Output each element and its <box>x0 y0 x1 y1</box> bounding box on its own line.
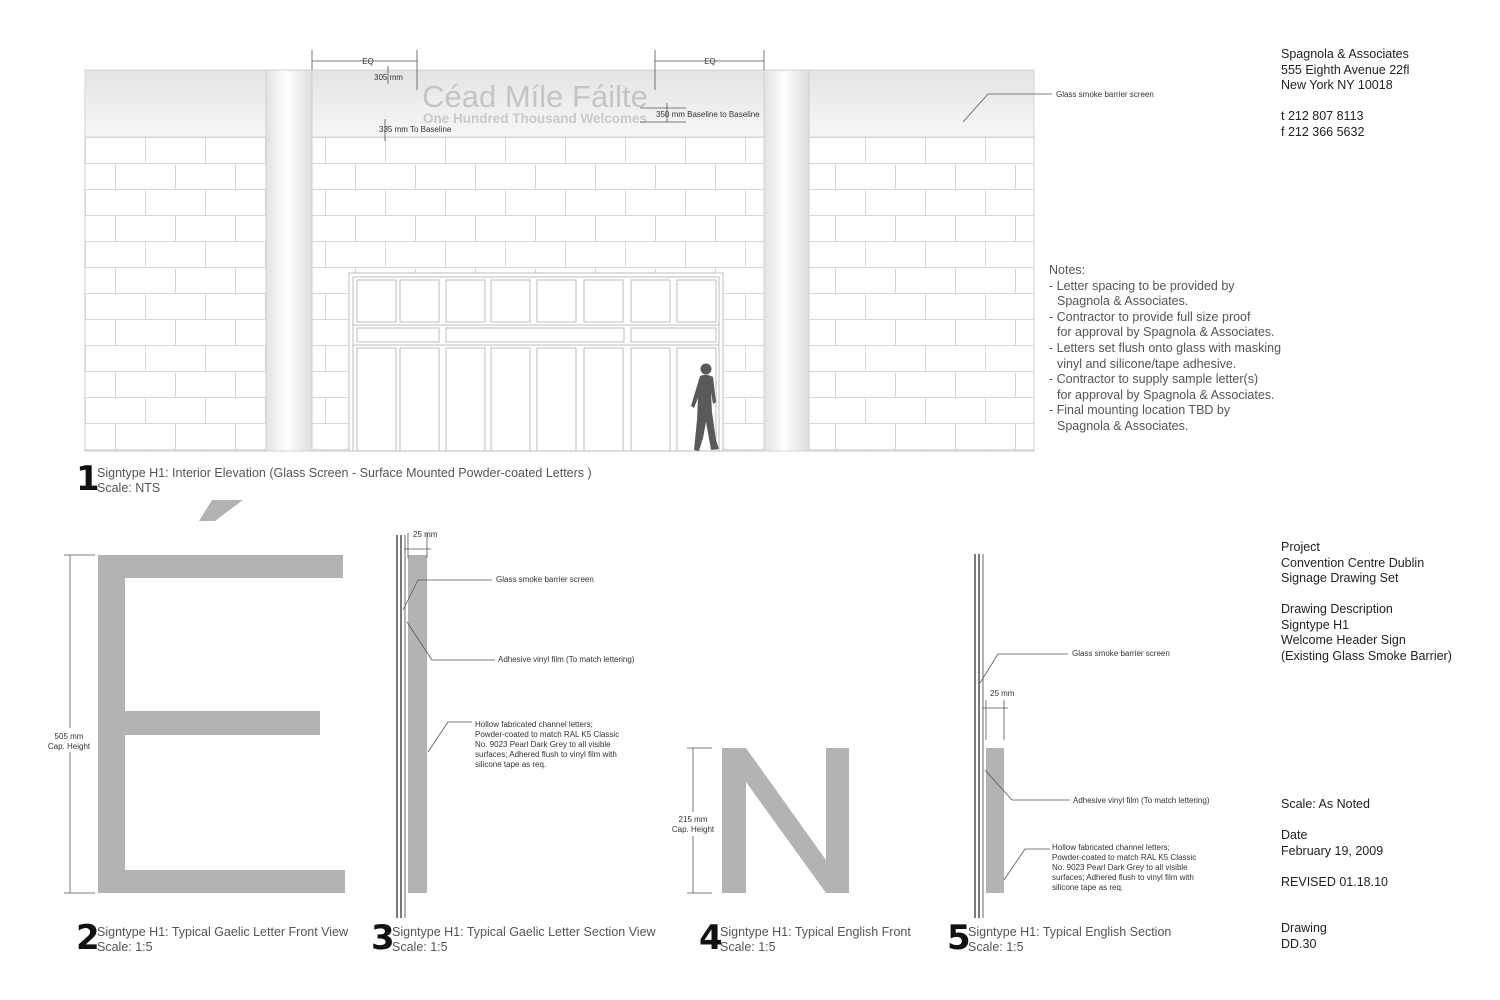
firm-telephone: t 212 807 8113 <box>1281 109 1364 123</box>
date-value: February 19, 2009 <box>1281 843 1384 858</box>
notes-heading: Notes: <box>1049 263 1086 277</box>
dim-cap-height-505: Cap. Height <box>47 742 91 751</box>
dim-25-english: 25 mm <box>990 689 1015 698</box>
callout-vinyl-english: Adhesive vinyl film (To match lettering) <box>1073 796 1210 805</box>
callout-text-line: silicone tape as req. <box>475 760 547 769</box>
callout-text-line: surfaces; Adhered flush to vinyl film with <box>1052 873 1194 882</box>
firm-fax: f 212 366 5632 <box>1281 124 1365 139</box>
description-label: Drawing Description <box>1281 602 1393 616</box>
entrance-doors <box>349 273 723 451</box>
description-line-2: Welcome Header Sign <box>1281 633 1406 647</box>
letter-fada-accent <box>199 500 243 521</box>
general-notes <box>1049 263 1281 435</box>
date-label: Date <box>1281 828 1308 842</box>
description-line-3: (Existing Glass Smoke Barrier) <box>1281 648 1452 663</box>
callout-letters-gaelic <box>475 720 619 769</box>
callout-glass-elevation: Glass smoke barrier screen <box>1056 90 1154 99</box>
callout-text-line: Hollow fabricated channel letters; <box>1052 843 1170 852</box>
dim-215: 215 mm <box>678 815 708 824</box>
note-line: Spagnola & Associates. <box>1057 418 1189 433</box>
note-line: - Contractor to supply sample letter(s) <box>1049 372 1259 387</box>
view-number: 3 <box>371 918 395 958</box>
note-line: Spagnola & Associates. <box>1057 294 1189 309</box>
view-scale: Scale: 1:5 <box>968 940 1024 954</box>
project-label: Project <box>1281 540 1320 554</box>
note-line: vinyl and silicone/tape adhesive. <box>1057 356 1237 371</box>
callout-text-line: silicone tape as req. <box>1052 883 1124 892</box>
callout-glass-english: Glass smoke barrier screen <box>1072 649 1170 658</box>
callout-text-line: Powder-coated to match RAL K5 Classic <box>475 730 620 739</box>
view-scale: Scale: 1:5 <box>720 940 776 954</box>
dim-505: 505 mm <box>54 732 84 741</box>
dim-cap-height-215: Cap. Height <box>671 825 715 834</box>
letter-n-shape <box>722 748 849 893</box>
letter-e-shape <box>98 555 345 893</box>
view-title: Signtype H1: Typical English Front <box>720 925 911 939</box>
english-letter-section <box>975 554 1210 918</box>
dim-335: 335 mm To Baseline <box>379 125 452 134</box>
firm-info <box>1281 47 1409 140</box>
view-scale: Scale: 1:5 <box>392 940 448 954</box>
sign-main-text: Céad Míle Fáilte <box>422 79 648 114</box>
sign-sub-text: One Hundred Thousand Welcomes <box>422 111 648 126</box>
note-line: - Letter spacing to be provided by <box>1049 278 1235 293</box>
dim-350: 350 mm Baseline to Baseline <box>656 110 760 119</box>
english-letter-front <box>672 748 849 893</box>
column-right <box>764 70 809 451</box>
view-number: 4 <box>699 918 723 958</box>
note-line: for approval by Spagnola & Associates. <box>1057 387 1275 402</box>
interior-elevation <box>85 50 1154 451</box>
project-set: Signage Drawing Set <box>1281 571 1399 585</box>
callout-text-line: Powder-coated to match RAL K5 Classic <box>1052 853 1197 862</box>
note-line: - Letters set flush onto glass with masking <box>1049 340 1282 355</box>
note-line: - Contractor to provide full size proof <box>1049 309 1251 324</box>
callout-vinyl-gaelic: Adhesive vinyl film (To match lettering) <box>498 655 635 664</box>
project-name: Convention Centre Dublin <box>1281 555 1425 570</box>
channel-letter-section <box>408 555 427 893</box>
callout-text-line: Hollow fabricated channel letters; <box>475 720 593 729</box>
drawing-number: DD.30 <box>1281 936 1317 951</box>
dim-eq-left: EQ <box>362 57 374 66</box>
note-line: for approval by Spagnola & Associates. <box>1057 325 1275 340</box>
view-title: Signtype H1: Interior Elevation (Glass Screen - Surface Mounted Powder-coated Letters ) <box>97 466 592 480</box>
date-info <box>1281 828 1388 890</box>
cap-height-dimension <box>64 555 95 893</box>
dim-305: 305 mm <box>374 73 403 82</box>
scale-info <box>1281 797 1370 813</box>
firm-address-2: New York NY 10018 <box>1281 78 1393 92</box>
project-info <box>1281 540 1452 664</box>
gaelic-letter-front <box>48 500 345 893</box>
callout-letters-english <box>1052 843 1196 892</box>
channel-letter-section-english <box>986 748 1004 893</box>
dim-eq-right: EQ <box>704 57 716 66</box>
revised-value: REVISED 01.18.10 <box>1281 874 1389 889</box>
drawing-label: Drawing <box>1281 921 1327 935</box>
view-scale: Scale: NTS <box>97 481 161 495</box>
view-title: Signtype H1: Typical Gaelic Letter Front View <box>97 925 349 939</box>
sheet-scale: Scale: As Noted <box>1281 797 1370 811</box>
gaelic-letter-section <box>397 530 635 918</box>
note-line: - Final mounting location TBD by <box>1049 403 1231 418</box>
dim-25-gaelic: 25 mm <box>413 530 438 539</box>
view-number: 5 <box>947 918 971 958</box>
column-left <box>266 70 312 451</box>
view-number: 2 <box>76 918 100 958</box>
drawing-info <box>1281 921 1327 952</box>
callout-text-line: surfaces; Adhered flush to vinyl film with <box>475 750 617 759</box>
description-line-1: Signtype H1 <box>1281 617 1350 632</box>
view-scale: Scale: 1:5 <box>97 940 153 954</box>
view-number: 1 <box>76 459 100 499</box>
view-title: Signtype H1: Typical English Section <box>968 925 1172 939</box>
firm-address-1: 555 Eighth Avenue 22fl <box>1281 62 1410 77</box>
firm-name: Spagnola & Associates <box>1281 47 1409 61</box>
callout-text-line: No. 9023 Pearl Dark Grey to all visible <box>475 740 611 749</box>
callout-glass-gaelic: Glass smoke barrier screen <box>496 575 594 584</box>
view-title: Signtype H1: Typical Gaelic Letter Section View <box>392 925 656 939</box>
callout-text-line: No. 9023 Pearl Dark Grey to all visible <box>1052 863 1188 872</box>
